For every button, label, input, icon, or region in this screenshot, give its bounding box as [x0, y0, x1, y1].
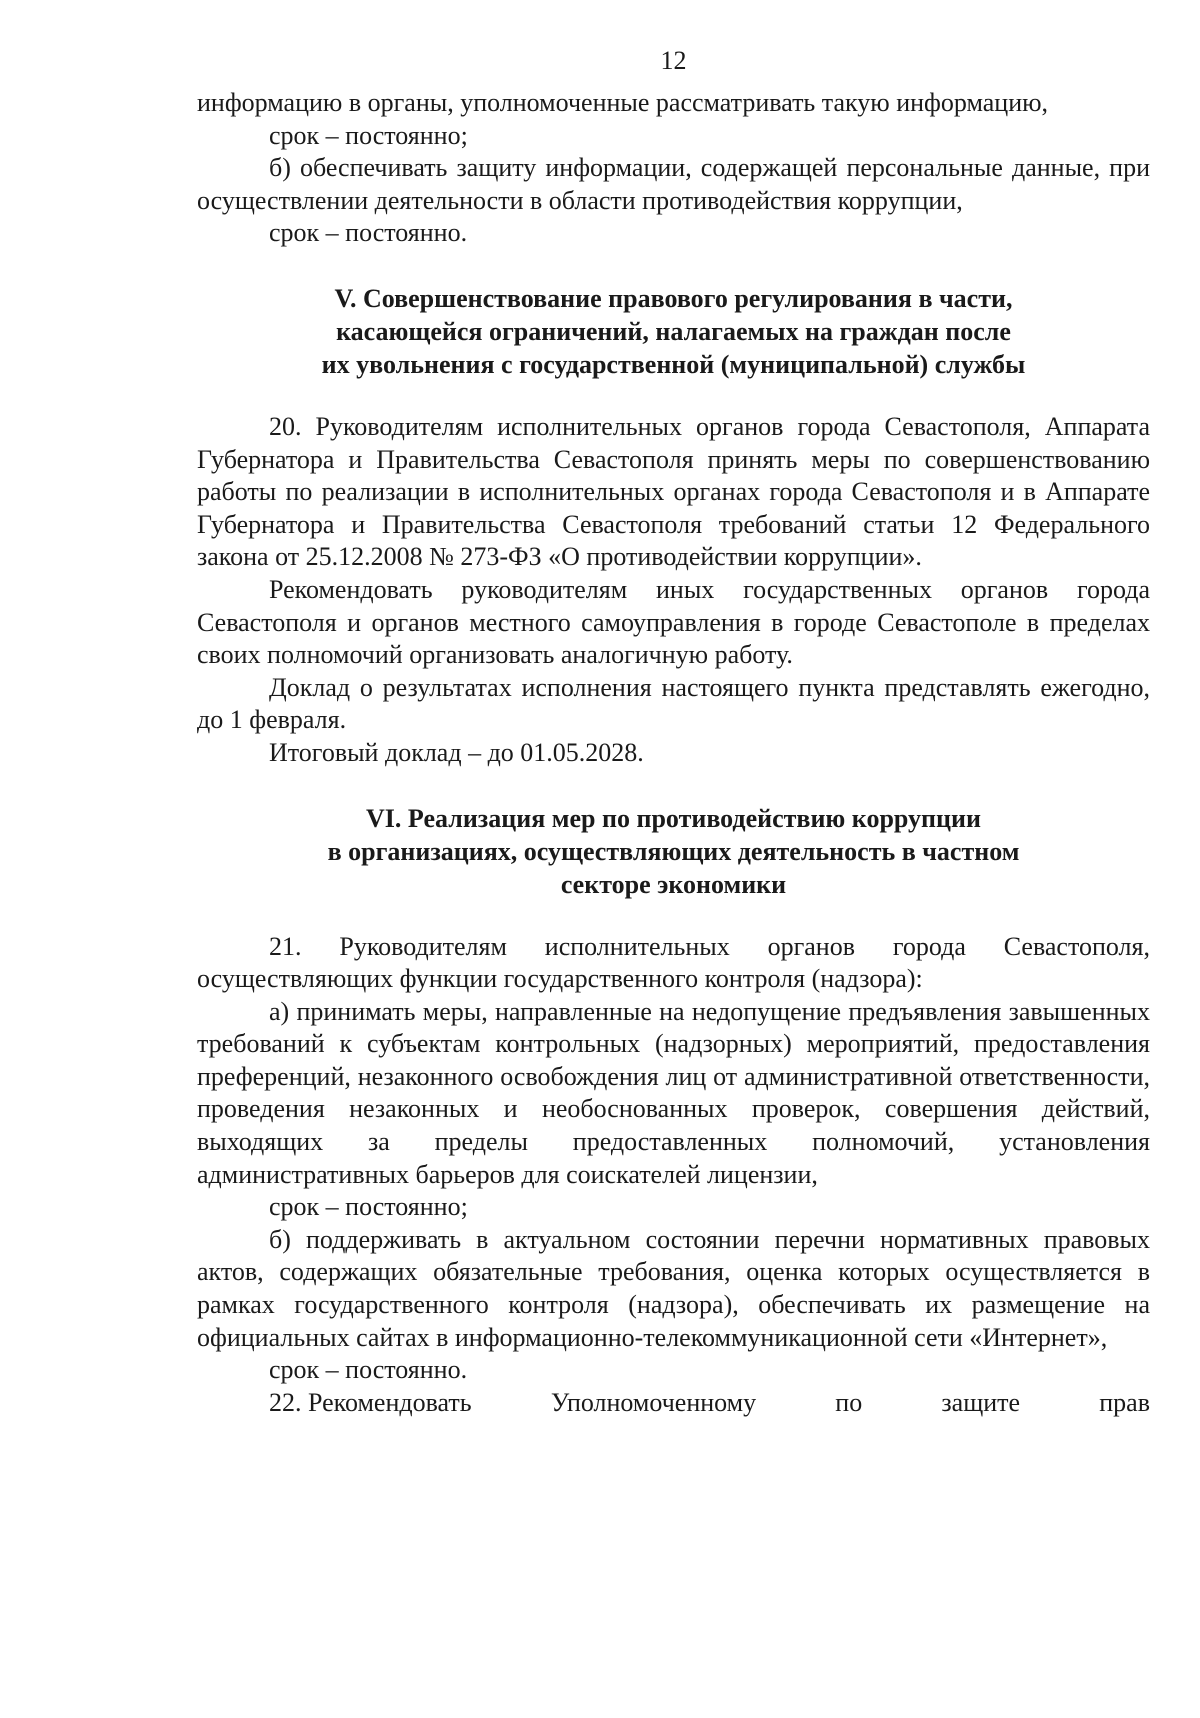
document-page: [197, 45, 1150, 1419]
term-line: срок – постоянно;: [269, 1192, 468, 1222]
paragraph-final-report: Итоговый доклад – до 01.05.2028.: [269, 737, 644, 767]
page-number: 12: [660, 46, 687, 75]
section-heading-line: их увольнения с государственной (муниципальной) службы: [321, 349, 1026, 379]
paragraph-22-start: [197, 1387, 1150, 1420]
paragraph-item-b: б) поддерживать в актуальном состоянии перечни нормативных правовых актов, содержащих обязательные требования, оценка которых осуществляется в рамках государственного контроля (надзора), обеспечивать их размещение на официальных сайтах в информационно-телекоммуникационной сети «Интернет»,: [197, 1224, 1150, 1352]
section-heading-line: в организациях, осуществляющих деятельность в частном: [327, 836, 1020, 866]
paragraph-22-word: 22. Рекомендовать: [269, 1387, 472, 1417]
section-heading-line: VI. Реализация мер по противодействию коррупции: [366, 803, 981, 833]
section-heading-line: V. Совершенствование правового регулирования в части,: [334, 283, 1013, 313]
paragraph-21: 21. Руководителям исполнительных органов города Севастополя, осуществляющих функции государственного контроля (надзора):: [197, 931, 1150, 994]
paragraph-item-b: б) обеспечивать защиту информации, содержащей персональные данные, при осуществлении деятельности в области противодействия коррупции,: [197, 153, 1150, 215]
section-heading-line: секторе экономики: [560, 869, 787, 899]
section-heading-line: касающейся ограничений, налагаемых на граждан после: [336, 316, 1011, 346]
paragraph-20: 20. Руководителям исполнительных органов города Севастополя, Аппарата Губернатора и Правительства Севастополя принять меры по совершенствованию работы по реализации в исполнительных органах города Севастополя и в Аппарате Губернатора и Правительства Севастополя требований статьи 12 Федерального закона от 25.12.2008 № 273-ФЗ «О противодействии коррупции».: [197, 411, 1150, 572]
section-heading-v: [197, 282, 1150, 381]
section-heading-vi: [197, 802, 1150, 901]
paragraph-report: Доклад о результатах исполнения настоящего пункта представлять ежегодно, до 1 февраля.: [197, 672, 1150, 735]
paragraph-item-a: а) принимать меры, направленные на недопущение предъявления завышенных требований к субъектам контрольных (надзорных) мероприятий, предоставления преференций, незаконного освобождения лиц от административной ответственности, проведения незаконных и необоснованных проверок, совершения действий, выходящих за пределы предоставленных полномочий, установления административных барьеров для соискателей лицензии,: [197, 996, 1150, 1189]
paragraph-22-word: прав: [1099, 1387, 1150, 1417]
paragraph-22-word: по: [835, 1387, 863, 1417]
paragraph-22-word: Уполномоченному: [550, 1387, 757, 1417]
paragraph-22-word: защите: [941, 1387, 1021, 1417]
term-line: срок – постоянно.: [269, 218, 468, 248]
term-line: срок – постоянно;: [269, 120, 468, 150]
paragraph-continuation: информацию в органы, уполномоченные рассматривать такую информацию,: [197, 88, 1049, 117]
paragraph-recommendation: Рекомендовать руководителям иных государственных органов города Севастополя и органов местного самоуправления в городе Севастополе в пределах своих полномочий организовать аналогичную работу.: [197, 574, 1150, 670]
term-line: срок – постоянно.: [269, 1355, 468, 1385]
